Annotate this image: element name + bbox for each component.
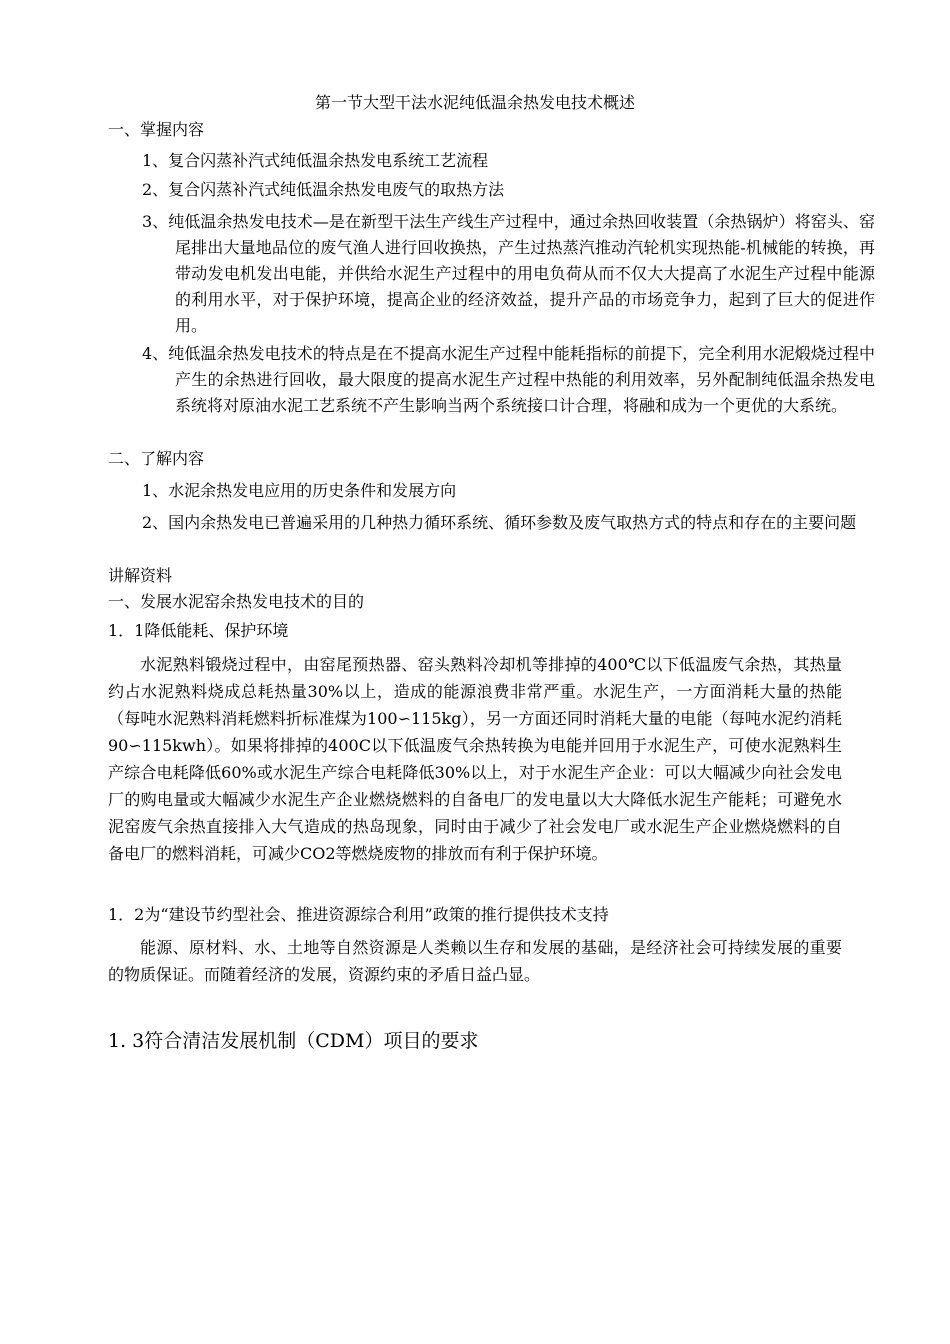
section-master-heading: 一、掌握内容 bbox=[108, 120, 205, 139]
section-1-2-paragraph: 能源、原材料、水、土地等自然资源是人类赖以生存和发展的基础，是经济社会可持续发展的重要的物质保证。而随着经济的发展，资源约束的矛盾日益凸显。 bbox=[108, 938, 842, 984]
master-item-4: 4、纯低温余热发电技术的特点是在不提高水泥生产过程中能耗指标的前提下，完全利用水泥煅烧过程中产生的余热进行回收，最大限度的提高水泥生产过程中热能的利用效率，另外配制纯低温余热发电系统将对原油水泥工艺系统不产生影响当两个系统接口计合理，将融和成为一个更优的大系统。 bbox=[142, 344, 875, 415]
understand-item-2: 2、国内余热发电已普遍采用的几种热力循环系统、循环参数及废气取热方式的特点和存在的主要问题 bbox=[142, 513, 857, 532]
section-1-2-heading: 1．2为“建设节约型社会、推进资源综合利用”政策的推行提供技术支持 bbox=[108, 905, 609, 924]
master-item-2: 2、复合闪蒸补汽式纯低温余热发电废气的取热方法 bbox=[142, 180, 505, 199]
master-item-1: 1、复合闪蒸补汽式纯低温余热发电系统工艺流程 bbox=[142, 151, 489, 170]
section-1-1-paragraph: 水泥熟料锻烧过程中，由窑尾预热器、窑头熟料冷却机等排掉的400℃以下低温废气余热，其热量约占水泥熟料烧成总耗热量30%以上，造成的能源浪费非常严重。水泥生产，一方面消耗大量的热能（每吨水泥熟料消耗燃料折标准煤为100∽115kg），另一方面还同时消耗大量的电能（每吨水泥约消耗90∽115kwh）。如果将排掉的400C以下低温废气余热转换为电能并回用于水泥生产，可使水泥熟料生产综合电耗降低60%或水泥生产综合电耗降低30%以上，对于水泥生产企业：可以大幅减少向社会发电厂的购电量或大幅减少水泥生产企业燃烧燃料的自备电厂的发电量以大大降低水泥生产能耗；可避免水泥窑废气余热直接排入大气造成的热岛现象，同时由于减少了社会发电厂或水泥生产企业燃烧燃料的自备电厂的燃料消耗，可减少CO2等燃烧废物的排放而有利于保护环境。 bbox=[108, 655, 842, 863]
section-understand-heading: 二、了解内容 bbox=[108, 449, 205, 468]
lecture-subheading: 一、发展水泥窑余热发电技术的目的 bbox=[108, 592, 365, 611]
understand-item-1: 1、水泥余热发电应用的历史条件和发展方向 bbox=[142, 481, 457, 500]
master-item-3: 3、纯低温余热发电技术—是在新型干法生产线生产过程中，通过余热回收装置（余热锅炉）将窑头、窑尾排出大量地品位的废气渔人进行回收换热，产生过热蒸汽推动汽轮机实现热能-机械能的转换，再带动发电机发出电能，并供给水泥生产过程中的用电负荷从而不仅大大提高了水泥生产过程中能源的利用水平，对于保护环境，提高企业的经济效益，提升产品的市场竞争力，起到了巨大的促进作用。 bbox=[142, 212, 875, 335]
lecture-heading: 讲解资料 bbox=[108, 566, 173, 585]
section-1-3-heading: 1. 3符合清洁发展机制（CDM）项目的要求 bbox=[108, 1030, 479, 1052]
document-title: 第一节大型干法水泥纯低温余热发电技术概述 bbox=[314, 93, 635, 112]
section-1-1-heading: 1．1降低能耗、保护环境 bbox=[108, 621, 289, 640]
